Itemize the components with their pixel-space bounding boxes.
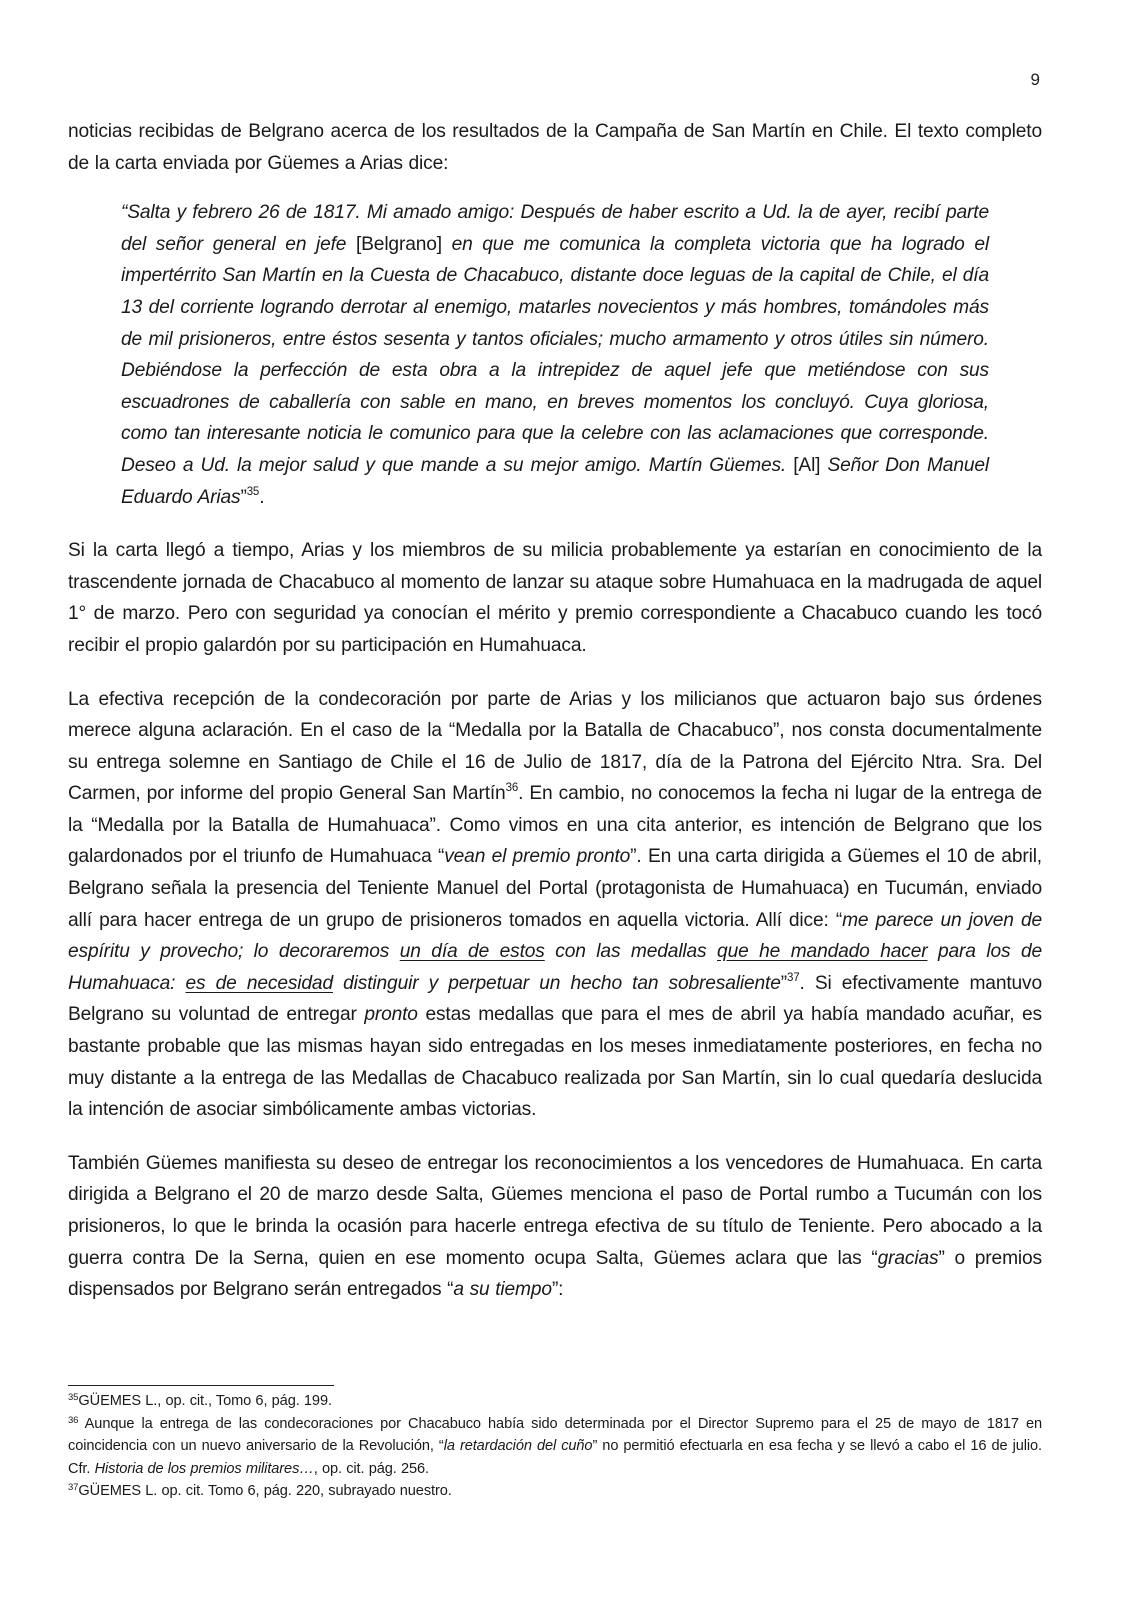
paragraph-arrival: Si la carta llegó a tiempo, Arias y los miembros de su milicia probablemente ya estarían en conocimiento de la trascendente jornada de Chacabuco al momento de lanzar su ataque sobre Humahuaca en la madrugada de aquel 1° de marzo. Pero con seguridad ya conocían el mérito y premio correspondiente a Chacabuco cuando les tocó recibir el propio galardón por su participación en Humahuaca.	[68, 540, 1042, 656]
p4-text-1: También Güemes manifiesta su deseo de entregar los reconocimientos a los vencedores de Humahuaca. En carta dirigida a Belgrano el 20 de marzo desde Salta, Güemes menciona el paso de Portal rumbo a Tucumán con los prisioneros, lo que le brinda la ocasión para hacerle entrega efectiva de su título de Teniente. Pero abocado a la guerra contra De la Serna, quien en ese momento ocupa Salta, Güemes aclara que las “	[68, 1152, 1042, 1269]
p3-underline-3: es de necesidad	[185, 972, 333, 994]
footnote-ref-35: 35	[246, 485, 260, 498]
footnote-37-text: GÜEMES L. op. cit. Tomo 6, pág. 220, subrayado nuestro.	[78, 1483, 452, 1500]
p3-text-2: . En cambio, no conocemos la fecha ni lugar de la entrega de la “Medalla por la Batalla de Humahuaca”. Como vimos en una cita anterior, es intención de Belgrano que los galardonados por el triunfo de Humahuaca “	[68, 783, 1042, 868]
p4-italic-2: a su tiempo	[453, 1279, 552, 1301]
footnote-36-text-1: Aunque la entrega de las condecoraciones por Chacabuco había sido determinada por el Director Supremo para el 25 de mayo de 1817 en coincidencia con un nuevo aniversario de la Revolución, “	[68, 1415, 1042, 1455]
quote-text-1: “Salta y febrero 26 de 1817. Mi amado amigo: Después de haber escrito a Ud. la de ayer, recibí parte del señor general en jefe	[121, 202, 989, 255]
p3-italic-5: distinguir y perpetuar un hecho tan sobresaliente	[332, 972, 781, 994]
p3-italic-4: para los de Humahuaca:	[68, 941, 1042, 994]
paragraph-intro: noticias recibidas de Belgrano acerca de los resultados de la Campaña de San Martín en Chile. El texto completo de la carta enviada por Güemes a Arias dice:	[68, 121, 1042, 174]
quote-editorial-insert-2: [Al]	[793, 454, 821, 476]
footnote-36-number: 36	[68, 1414, 79, 1426]
footnote-36-text-2: ” no permitió efectuarla en esa fecha y se llevó a cabo el 16 de julio. Cfr.	[68, 1438, 1042, 1477]
p3-italic-6: pronto	[364, 1004, 418, 1026]
quote-text-3: Señor Don Manuel Eduardo Arias	[121, 454, 989, 508]
p3-italic-2: me parece un joven de espíritu y provecho; lo decoraremos	[68, 909, 1042, 963]
footnote-36-italic-2: Historia de los premios militares…	[94, 1460, 314, 1477]
p3-close-mark: ”	[780, 972, 787, 994]
p3-text-1: La efectiva recepción de la condecoración por parte de Arias y los milicianos que actuaron bajo sus órdenes merece alguna aclaración. En el caso de la “Medalla por la Batalla de Chacabuco”, nos consta documentalmente su entrega solemne en Santiago de Chile el 16 de Julio de 1817, día de la Patrona del Ejército Ntra. Sra. Del Carmen, por informe del propio General San Martín	[68, 688, 1042, 805]
p3-text-5: estas medallas que para el mes de abril ya había mandado acuñar, es bastante probable que las mismas hayan sido entregadas en los meses inmediatamente posteriores, en fecha no muy distante a la entrega de las Medallas de Chacabuco realizada por San Martín, sin lo cual quedaría deslucida la intención de asociar simbólicamente ambas victorias.	[68, 1004, 1042, 1121]
p3-underline-2: que he mandado hacer	[717, 941, 928, 963]
quote-editorial-insert-1: [Belgrano]	[355, 233, 442, 255]
p3-italic-3: con las medallas	[544, 941, 718, 963]
p4-italic-1: gracias	[877, 1247, 939, 1269]
quote-close-mark: ”	[240, 486, 247, 508]
p3-italic-1: vean el premio pronto	[444, 846, 631, 868]
p4-text-3: ”:	[551, 1279, 564, 1301]
footnote-36-italic-1: la retardación del cuño	[443, 1438, 593, 1455]
quote-period: .	[259, 486, 265, 508]
page-number: 9	[1030, 70, 1040, 89]
p3-text-4: . Si efectivamente mantuvo Belgrano su voluntad de entregar	[68, 972, 1043, 1026]
p3-underline-1: un día de estos	[399, 941, 545, 963]
footnote-35-text: GÜEMES L., op. cit., Tomo 6, pág. 199.	[78, 1393, 332, 1409]
footnote-ref-37: 37	[786, 971, 800, 984]
footnote-36	[68, 1413, 1042, 1481]
paragraph-guemes-wish	[68, 1148, 1042, 1306]
footnote-36-text-3: , op. cit. pág. 256.	[313, 1460, 429, 1477]
footnote-35	[68, 1390, 1042, 1413]
quote-text-2: en que me comunica la completa victoria que ha logrado el impertérrito San Martín en la Cuesta de Chacabuco, distante doce leguas de la capital de Chile, el día 13 del corriente logrando derrotar al enemigo, matarles novecientos y más hombres, tomándoles más de mil prisioneros, entre éstos sesenta y tantos oficiales; mucho armamento y otros útiles sin número. Debiéndose la perfección de esta obra a la intrepidez de aquel jefe que metiéndose con sus escuadrones de caballería con sable en mano, en breves momentos los concluyó. Cuya gloriosa, como tan interesante noticia le comunico para que la celebre con las aclamaciones que corresponde. Deseo a Ud. la mejor salud y que mande a su mejor amigo. Martín Güemes.	[121, 233, 989, 476]
footnote-37-number: 37	[68, 1482, 79, 1494]
p4-text-2: ” o premios dispensados por Belgrano serán entregados “	[68, 1247, 1042, 1301]
footnote-35-number: 35	[68, 1392, 79, 1403]
document-body	[68, 116, 1042, 1306]
footnote-ref-36: 36	[505, 782, 519, 795]
footnote-37	[68, 1480, 1042, 1503]
quote-letter-guemes	[121, 197, 989, 513]
footnotes	[68, 1390, 1042, 1503]
footnote-separator	[68, 1385, 334, 1386]
p3-text-3: ”. En una carta dirigida a Güemes el 10 de abril, Belgrano señala la presencia del Teniente Manuel del Portal (protagonista de Humahuaca) en Tucumán, enviado allí para hacer entrega de un grupo de prisioneros tomados en aquella victoria. Allí dice: “	[68, 846, 1042, 931]
paragraph-reception	[68, 684, 1042, 1126]
